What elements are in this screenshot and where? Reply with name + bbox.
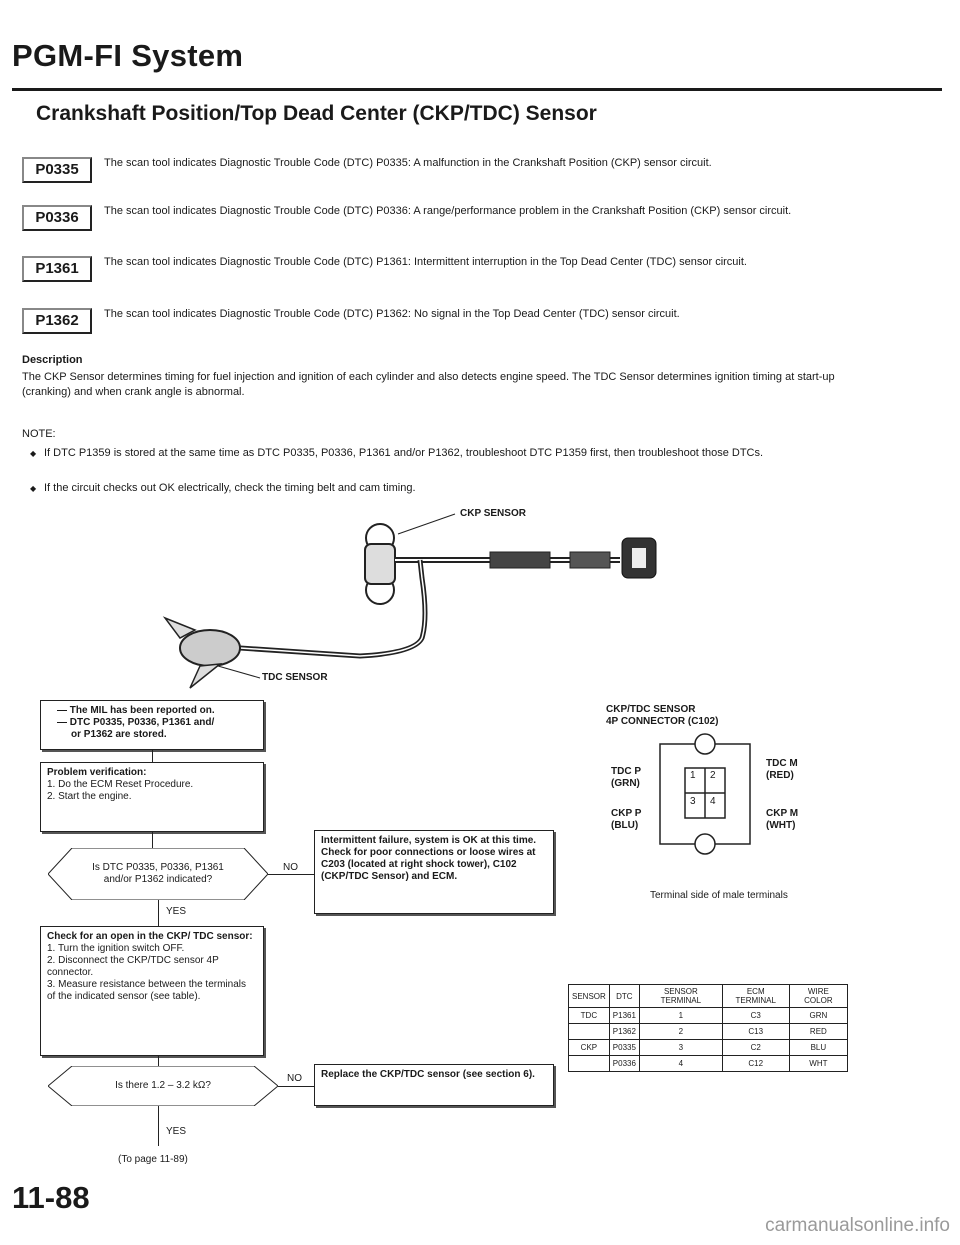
tdc-p-label: TDC P (611, 766, 641, 777)
table-cell: P0336 (609, 1056, 639, 1072)
description-text: The CKP Sensor determines timing for fuel injection and ignition of each cylinder and also detects engine speed. The TDC Sensor determines ignition timing at start-up (cranking) and when crank angle is abnormal. (22, 371, 835, 398)
table-cell: C13 (722, 1024, 789, 1040)
section-title: Crankshaft Position/Top Dead Center (CKP/TDC) Sensor (36, 102, 597, 125)
table-header-row (569, 985, 848, 1008)
table-row (569, 1040, 848, 1056)
table-cell: GRN (789, 1008, 847, 1024)
decision-q1-text: Is DTC P0335, P0336, P1361 and/or P1362 indicated? (92, 862, 224, 885)
table-cell: P1362 (609, 1024, 639, 1040)
to-page-label: (To page 11-89) (118, 1154, 188, 1165)
open-check-box (40, 926, 264, 1056)
title-rule (12, 88, 942, 91)
start-line: or P1362 are stored. (71, 729, 167, 740)
table-cell: 4 (639, 1056, 722, 1072)
tdc-sensor-label: TDC SENSOR (262, 672, 328, 683)
open-check-step: 1. Turn the ignition switch OFF. (47, 943, 185, 954)
terminal-table-wrap (568, 984, 848, 1072)
ckp-m-color: (WHT) (766, 820, 796, 831)
flow-connector (158, 1106, 159, 1146)
table-cell: RED (789, 1024, 847, 1040)
replace-box: Replace the CKP/TDC sensor (see section 6). (314, 1064, 554, 1106)
pin-4: 4 (710, 796, 716, 807)
flow-connector (158, 900, 159, 926)
pin-1: 1 (690, 770, 696, 781)
ckp-sensor-label: CKP SENSOR (460, 508, 526, 519)
open-check-step: 2. Disconnect the CKP/TDC sensor 4P connector. (47, 955, 219, 978)
table-cell: BLU (789, 1040, 847, 1056)
table-cell: C12 (722, 1056, 789, 1072)
decision-q1 (48, 848, 268, 900)
decision-q2-text: Is there 1.2 – 3.2 kΩ? (115, 1080, 211, 1091)
table-cell: 3 (639, 1040, 722, 1056)
intermittent-box: Intermittent failure, system is OK at this time. Check for poor connections or loose wires at C203 (located at right shock tower), C102 (CKP/TDC Sensor) and ECM. (314, 830, 554, 914)
tdc-m-label: TDC M (766, 758, 798, 769)
start-line: — The MIL has been reported on. (57, 705, 215, 716)
table-cell (569, 1056, 610, 1072)
table-cell: CKP (569, 1040, 610, 1056)
page-number: 11-88 (12, 1180, 90, 1215)
yes-label: YES (166, 906, 187, 917)
open-check-step: 3. Measure resistance between the terminals of the indicated sensor (see table). (47, 979, 246, 1002)
dtc-code-badge: P1361 (22, 256, 92, 282)
flow-connector (268, 874, 314, 875)
dtc-code-badge: P0336 (22, 205, 92, 231)
pin-2: 2 (710, 770, 716, 781)
table-cell: P1361 (609, 1008, 639, 1024)
table-cell: P0335 (609, 1040, 639, 1056)
pin-3: 3 (690, 796, 696, 807)
tdc-m-color: (RED) (766, 770, 794, 781)
dtc-description: The scan tool indicates Diagnostic Trouble Code (DTC) P0335: A malfunction in the Crankshaft Position (CKP) sensor circuit. (104, 157, 712, 169)
verify-step: 1. Do the ECM Reset Procedure. (47, 779, 194, 790)
flow-connector (278, 1086, 314, 1087)
sensor-illustration (160, 498, 680, 698)
dtc-description: The scan tool indicates Diagnostic Trouble Code (DTC) P1362: No signal in the Top Dead Center (TDC) sensor circuit. (104, 308, 680, 320)
tdc-p-color: (GRN) (611, 778, 640, 789)
dtc-description: The scan tool indicates Diagnostic Trouble Code (DTC) P1361: Intermittent interruption in the Top Dead Center (TDC) sensor circuit. (104, 256, 747, 268)
table-header: SENSOR (569, 985, 610, 1008)
dtc-row (22, 254, 942, 288)
table-header: DTC (609, 985, 639, 1008)
note-heading: NOTE: (22, 428, 56, 440)
table-cell (569, 1024, 610, 1040)
yes-label: YES (166, 1126, 187, 1137)
dtc-code-badge: P0335 (22, 157, 92, 183)
connector-footer: Terminal side of male terminals (650, 890, 788, 901)
terminal-table (568, 984, 848, 1072)
dtc-code-badge: P1362 (22, 308, 92, 334)
ckp-p-label: CKP P (611, 808, 642, 819)
decision-q2 (48, 1066, 278, 1106)
table-row (569, 1008, 848, 1024)
open-check-title: Check for an open in the CKP/ TDC sensor: (47, 931, 253, 942)
table-row (569, 1056, 848, 1072)
table-header: SENSOR TERMINAL (639, 985, 722, 1008)
connector-title: CKP/TDC SENSOR (606, 704, 696, 715)
dtc-row (22, 155, 942, 189)
table-cell: C2 (722, 1040, 789, 1056)
no-label: NO (287, 1073, 302, 1084)
table-cell: WHT (789, 1056, 847, 1072)
verify-title: Problem verification: (47, 767, 147, 778)
dtc-row (22, 306, 942, 340)
no-label: NO (283, 862, 298, 873)
ckp-p-color: (BLU) (611, 820, 639, 831)
table-cell: C3 (722, 1008, 789, 1024)
flow-connector (158, 1056, 159, 1066)
note-bullet: ◆ If the circuit checks out OK electrically, check the timing belt and cam timing. (30, 481, 864, 496)
table-row (569, 1024, 848, 1040)
table-header: ECM TERMINAL (722, 985, 789, 1008)
note-bullet: ◆ If DTC P1359 is stored at the same time as DTC P0335, P0336, P1361 and/or P1362, troubleshoot DTC P1359 first, then troubleshoot those DTCs. (30, 446, 864, 461)
watermark: carmanualsonline.info (765, 1215, 950, 1236)
table-cell: TDC (569, 1008, 610, 1024)
dtc-row (22, 203, 942, 237)
start-box (40, 700, 264, 750)
table-header: WIRE COLOR (789, 985, 847, 1008)
table-cell: 1 (639, 1008, 722, 1024)
ckp-m-label: CKP M (766, 808, 799, 819)
dtc-description: The scan tool indicates Diagnostic Trouble Code (DTC) P0336: A range/performance problem in the Crankshaft Position (CKP) sensor circuit. (104, 205, 792, 217)
verify-step: 2. Start the engine. (47, 791, 132, 802)
verify-box (40, 762, 264, 832)
description-heading: Description (22, 354, 83, 366)
connector-subtitle: 4P CONNECTOR (C102) (606, 716, 719, 727)
page-title: PGM-FI System (12, 38, 244, 73)
flow-connector (152, 832, 153, 848)
start-line: — DTC P0335, P0336, P1361 and/ (57, 717, 215, 728)
flow-connector (152, 750, 153, 762)
table-cell: 2 (639, 1024, 722, 1040)
